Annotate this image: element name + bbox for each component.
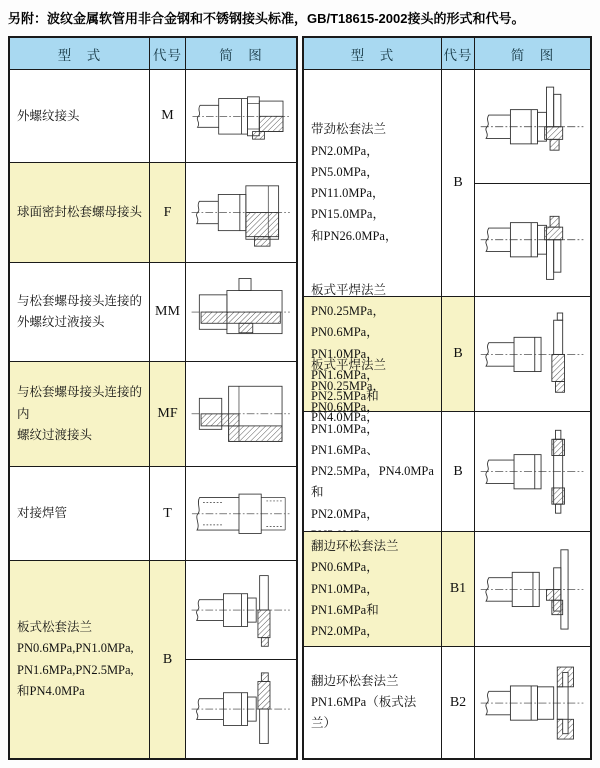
neck-loose-flange-upper-diagram	[475, 70, 590, 183]
fitting-code-cell	[441, 70, 474, 296]
double-male-thread-adapter-diagram	[186, 263, 296, 361]
spherical-loose-nut-fitting-diagram	[186, 163, 296, 262]
flared-ring-loose-flange-diagram	[475, 532, 590, 646]
table-header-row	[304, 38, 590, 69]
plate-weld-flange-diagram	[475, 297, 590, 411]
table-row	[10, 69, 296, 162]
fitting-code: T	[163, 505, 172, 521]
header-diagram: 简 图	[474, 38, 590, 69]
diagram-cell	[185, 561, 296, 758]
male-thread-fitting-diagram	[186, 70, 296, 162]
fittings-table-right	[302, 36, 592, 760]
fitting-type-label: 球面密封松套螺母接头	[17, 205, 143, 220]
fittings-table-left	[8, 36, 298, 760]
table-row	[10, 560, 296, 758]
fitting-code: MM	[155, 304, 180, 320]
fitting-type-label: 翻边环松套法兰 PN1.6MPa（板式法兰）	[311, 673, 417, 731]
table-row	[304, 357, 590, 531]
table-row	[10, 162, 296, 262]
diagram-cell	[185, 263, 296, 361]
fitting-code: B2	[449, 694, 467, 710]
neck-loose-flange-lower-diagram	[475, 183, 590, 297]
header-type: 型 式	[10, 38, 149, 69]
fitting-type-cell	[10, 467, 149, 560]
fitting-type-label: 外螺纹接头	[17, 108, 80, 123]
fitting-type-label: 翻边环松套法兰 PN0.6MPa，PN1.0MPa， PN1.6MPa和PN2.0MPa，	[311, 539, 399, 639]
fitting-code: M	[161, 108, 174, 124]
fitting-type-cell	[10, 362, 149, 466]
fitting-type-label: 板式平焊法兰 PN0.25MPa，PN0.6MPa， PN1.0MPa，PN1.6MPa， PN2.5MPa和PN4.0MPa，	[311, 282, 387, 425]
table-row	[304, 69, 590, 296]
fitting-type-label: 带劲松套法兰 PN2.0MPa，PN5.0MPa， PN11.0MPa，PN15.0MPa， 和PN26.0MPa，	[311, 122, 398, 243]
table-row	[304, 646, 590, 758]
fitting-type-cell	[10, 163, 149, 262]
fitting-type-label: 与松套螺母接头连接的内 螺纹过渡接头	[17, 385, 143, 442]
diagram-cell	[474, 412, 590, 531]
table-row	[10, 262, 296, 361]
fitting-code: MF	[157, 406, 178, 422]
fitting-type-cell	[10, 561, 149, 758]
butt-weld-pipe-diagram	[186, 467, 296, 560]
fitting-code: B	[162, 651, 173, 667]
header-code: 代号	[441, 38, 474, 69]
fitting-code-cell	[149, 467, 185, 560]
fitting-code-cell	[149, 70, 185, 162]
flared-ring-plate-flange-diagram	[475, 647, 590, 758]
fitting-code: B	[453, 175, 463, 191]
header-code: 代号	[149, 38, 185, 69]
table-row	[304, 531, 590, 646]
plate-loose-flange-lower-diagram	[186, 659, 296, 758]
header-diagram: 简 图	[185, 38, 296, 69]
fittings-tables	[8, 36, 592, 760]
fitting-type-label: 对接焊管	[17, 506, 68, 521]
fitting-type-cell	[10, 70, 149, 162]
fitting-code: B	[453, 346, 463, 362]
diagram-cell	[185, 467, 296, 560]
table-row	[10, 466, 296, 560]
fitting-code-cell	[441, 532, 474, 646]
plate-weld-flange-sectioned-diagram	[475, 412, 590, 531]
table-header-row	[10, 38, 296, 69]
fitting-code-cell	[441, 297, 474, 411]
plate-loose-flange-upper-diagram	[186, 561, 296, 659]
fitting-code-cell	[441, 647, 474, 758]
table-row	[10, 361, 296, 466]
fitting-type-cell	[10, 263, 149, 361]
fitting-code-cell	[149, 263, 185, 361]
diagram-cell	[474, 647, 590, 758]
fitting-type-cell	[304, 70, 441, 296]
fitting-code: B1	[449, 581, 467, 597]
fitting-code-cell	[149, 561, 185, 758]
fitting-type-label: 板式松套法兰 PN0.6MPa,PN1.0MPa, PN1.6MPa,PN2.5MPa, 和PN4.0MPa	[17, 620, 134, 698]
diagram-cell	[474, 297, 590, 411]
page-title: 另附：波纹金属软管用非合金钢和不锈钢接头标准，GB/T18615-2002接头的形式和代号。	[8, 11, 525, 26]
diagram-cell	[185, 163, 296, 262]
fitting-code: F	[163, 204, 172, 220]
header-type: 型 式	[304, 38, 441, 69]
diagram-cell	[185, 70, 296, 162]
diagram-cell	[474, 70, 590, 296]
fitting-code-cell	[149, 163, 185, 262]
fitting-code-cell	[441, 412, 474, 531]
fitting-type-label: 与松套螺母接头连接的 外螺纹过液接头	[17, 293, 143, 330]
diagram-cell	[185, 362, 296, 466]
diagram-cell	[474, 532, 590, 646]
fitting-code: B	[453, 463, 463, 479]
fitting-type-cell	[304, 357, 441, 531]
female-thread-adapter-diagram	[186, 362, 296, 466]
fitting-code-cell	[149, 362, 185, 466]
fitting-type-cell	[304, 532, 441, 646]
fitting-type-cell	[304, 647, 441, 758]
fitting-type-label: 板式平焊法兰 PN0.25MPa，PN0.6MPa， PN1.0MPa，PN1.6MPa、 PN2.5MPa，PN4.0MPa和 PN2.0MPa，	[311, 357, 434, 521]
